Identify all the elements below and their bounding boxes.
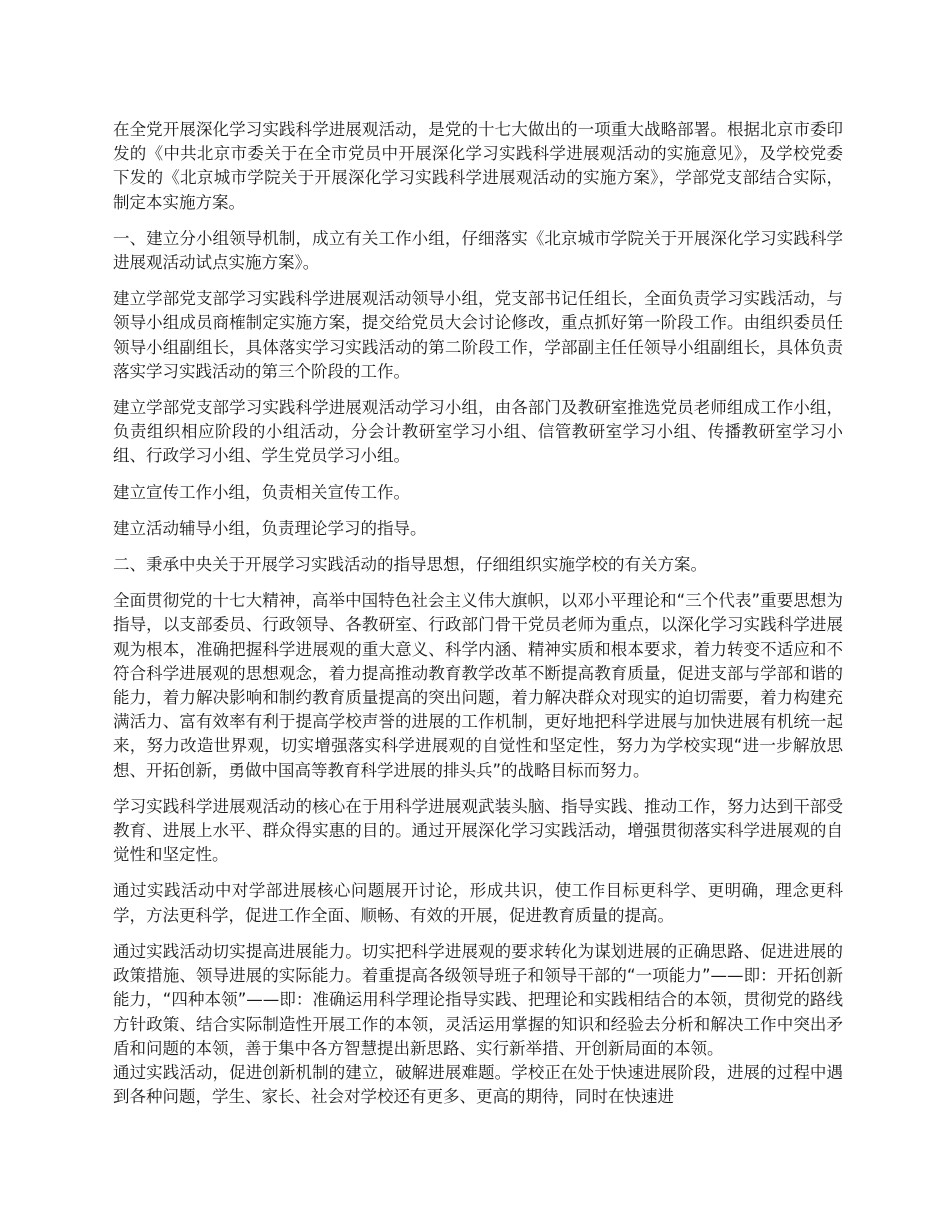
section-heading-2: 二、秉承中央关于开展学习实践活动的指导思想，仔细组织实施学校的有关方案。	[113, 555, 707, 575]
document-body	[113, 118, 843, 1109]
paragraph-study-group: 建立学部党支部学习实践科学进展观活动学习小组，由各部门及教研室推选党员老师组成工作小组，负责组织相应阶段的小组活动，分会计教研室学习小组、信管教研室学习小组、传播教研室学习小组、行政学习小组、学生党员学习小组。	[113, 398, 843, 466]
section-heading-1: 一、建立分小组领导机制，成立有关工作小组，仔细落实《北京城市学院关于开展深化学习实践科学进展观活动试点实施方案》。	[113, 228, 843, 273]
paragraph-guiding-thought: 全面贯彻党的十七大精神，高举中国特色社会主义伟大旗帜，以邓小平理论和“三个代表”重要思想为指导，以支部委员、行政领导、各教研室、行政部门骨干党员老师为重点，以深化学习实践科学进展观为根本，准确把握科学进展观的重大意义、科学内涵、精神实质和根本要求，着力转变不适应和不符合科学进展观的思想观念，着力提高推动教育教学改革不断提高教育质量，促进支部与学部和谐的能力，着力解决影响和制约教育质量提高的突出问题，着力解决群众对现实的迫切需要，着力构建充满活力、富有效率有利于提高学校声誉的进展的工作机制，更好地把科学进展与加快进展有机统一起来，努力改造世界观，切实增强落实科学进展观的自觉性和坚定性，努力为学校实现“进一步解放思想、开拓创新，勇做中国高等教育科学进展的排头兵”的战略目标而努力。	[113, 591, 843, 780]
paragraph-capability: 通过实践活动切实提高进展能力。切实把科学进展观的要求转化为谋划进展的正确思路、促进进展的政策措施、领导进展的实际能力。着重提高各级领导班子和领导干部的“一项能力”——即：开拓创新能力，“四种本领”——即：准确运用科学理论指导实践、把理论和实践相结合的本领，贯彻党的路线方针政策、结合实际制造性开展工作的本领，灵活运用掌握的知识和经验去分析和解决工作中突出矛盾和问题的本领，善于集中各方智慧提出新思路、实行新举措、开创新局面的本领。	[113, 941, 843, 1058]
paragraph-leading-group: 建立学部党支部学习实践科学进展观活动领导小组，党支部书记任组长，全面负责学习实践活动，与领导小组成员商榷制定实施方案，提交给党员大会讨论修改，重点抓好第一阶段工作。由组织委员任领导小组副组长，具体落实学习实践活动的第二阶段工作，学部副主任任领导小组副组长，具体负责落实学习实践活动的第三个阶段的工作。	[113, 289, 843, 381]
paragraph-guidance-group: 建立活动辅导小组，负责理论学习的指导。	[113, 518, 427, 538]
paragraph-publicity-group: 建立宣传工作小组，负责相关宣传工作。	[113, 482, 410, 502]
paragraph-intro: 在全党开展深化学习实践科学进展观活动，是党的十七大做出的一项重大战略部署。根据北京市委印发的《中共北京市委关于在全市党员中开展深化学习实践科学进展观活动的实施意见》，及学校党委下发的《北京城市学院关于开展深化学习实践科学进展观活动的实施方案》，学部党支部结合实际，制定本实施方案。	[113, 120, 843, 212]
paragraph-innovation: 通过实践活动，促进创新机制的建立，破解进展难题。学校正在处于快速进展阶段，进展的过程中遇到各种问题，学生、家长、社会对学校还有更多、更高的期待，同时在快速进	[113, 1062, 843, 1107]
paragraph-discussion: 通过实践活动中对学部进展核心问题展开讨论，形成共识，使工作目标更科学、更明确，理念更科学，方法更科学，促进工作全面、顺畅、有效的开展，促进教育质量的提高。	[113, 881, 843, 925]
paragraph-core-purpose: 学习实践科学进展观活动的核心在于用科学进展观武装头脑、指导实践、推动工作，努力达到干部受教育、进展上水平、群众得实惠的目的。通过开展深化学习实践活动，增强贯彻落实科学进展观的自觉性和坚定性。	[113, 796, 843, 865]
